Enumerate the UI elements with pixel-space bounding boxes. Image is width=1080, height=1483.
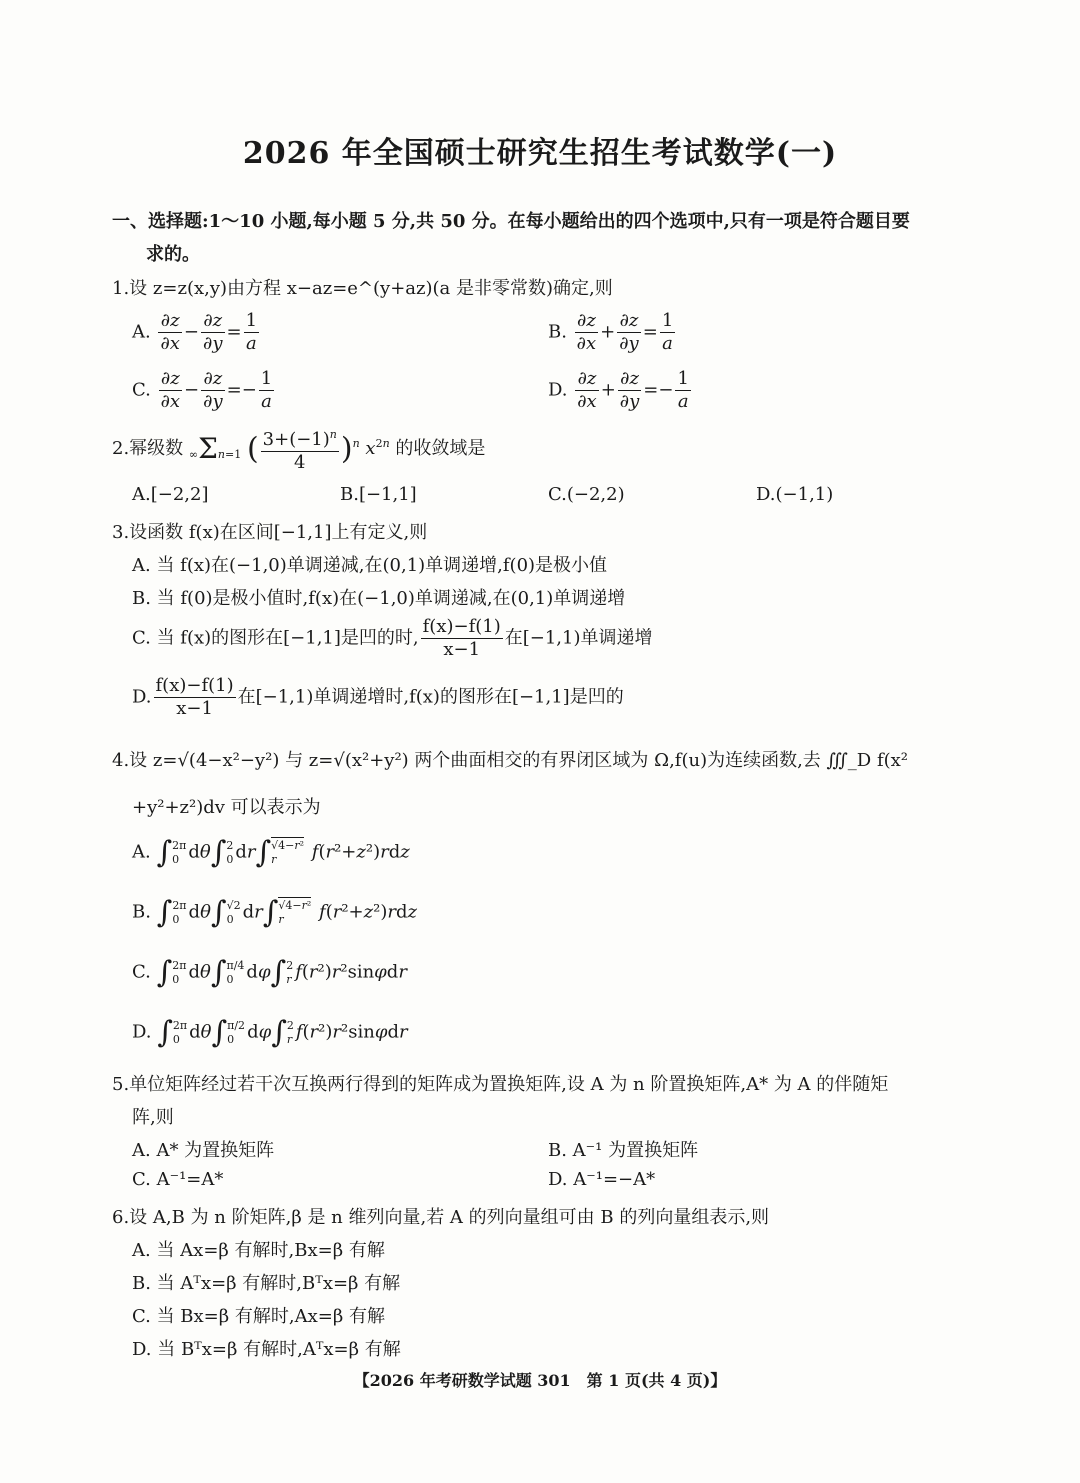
q4-option-d: D. ∫2π 0 dθ∫π/2 0 dφ∫2 r f(r²)r²sinφdr <box>132 1015 408 1050</box>
section-heading: 一、选择题:1～10 小题,每小题 5 分,共 50 分。在每小题给出的四个选项中,只有一项是符合题目要 <box>112 211 910 232</box>
q3-option-c-pre: C. 当 f(x)的图形在[−1,1]是凹的时, <box>132 627 419 649</box>
q4-stem-line2: +y²+z²)dv 可以表示为 <box>132 797 321 818</box>
q3-option-d-pre: D. <box>132 686 152 708</box>
q3-option-b: B. 当 f(0)是极小值时,f(x)在(−1,0)单调递减,在(0,1)单调递增 <box>132 588 626 609</box>
q4-stem-line1: 4.设 z=√(4−x²−y²) 与 z=√(x²+y²) 两个曲面相交的有界闭区域为 Ω,f(u)为连续函数,去 ∭_D f(x² <box>112 750 909 771</box>
q1-option-b: B. $\frac{\partial z}{\partial x}$ + $\frac{\partial z}{\partial y}$ = $\frac{1}{a}$ <box>548 310 674 354</box>
q2-option-a: A.[−2,2] <box>132 484 209 505</box>
q3-frac-num-d: f(x)−f(1) <box>155 675 234 696</box>
section-heading-cont: 求的。 <box>146 244 200 265</box>
q1-option-a: A. $\frac{\partial z}{\partial x}$ − $\frac{\partial z}{\partial y}$ = $\frac{1}{a}$ <box>132 310 258 354</box>
q1-option-d: D. $\frac{\partial z}{\partial x}$ + $\frac{\partial z}{\partial y}$ =− $\frac{1}{a}$ <box>548 368 689 412</box>
q6-option-a: A. 当 Ax=β 有解时,Bx=β 有解 <box>132 1240 385 1261</box>
q6-option-c: C. 当 Bx=β 有解时,Ax=β 有解 <box>132 1306 385 1327</box>
page-title: 2026 年全国硕士研究生招生考试数学(一) <box>242 136 838 171</box>
q3-option-a: A. 当 f(x)在(−1,0)单调递减,在(0,1)单调递增,f(0)是极小值 <box>132 555 608 576</box>
sum-symbol: ∞Σn=1 <box>188 432 242 465</box>
q4-option-c: C. ∫2π 0 dθ∫π/4 0 dφ∫2 r f(r²)r²sinφdr <box>132 955 407 990</box>
q3-frac-num: f(x)−f(1) <box>422 616 501 637</box>
q3-option-d-post: 在[−1,1)单调递增时,f(x)的图形在[−1,1]是凹的 <box>237 686 624 708</box>
q6-option-d: D. 当 Bᵀx=β 有解时,Aᵀx=β 有解 <box>132 1339 401 1360</box>
q3-frac-den: x−1 <box>443 639 481 660</box>
q6-stem: 6.设 A,B 为 n 阶矩阵,β 是 n 维列向量,若 A 的列向量组可由 B 的列向量组表示,则 <box>112 1207 770 1228</box>
q2-option-c: C.(−2,2) <box>548 484 625 505</box>
q1-option-c: C. $\frac{\partial z}{\partial x}$ − $\frac{\partial z}{\partial y}$ =− $\frac{1}{a}$ <box>132 368 273 412</box>
q3-option-c <box>132 616 653 661</box>
q5-option-b: B. A⁻¹ 为置换矩阵 <box>548 1140 699 1161</box>
q3-option-c-post: 在[−1,1)单调递增 <box>504 627 653 649</box>
q5-stem-line2: 阵,则 <box>132 1107 174 1128</box>
q2-stem-post: 的收敛域是 <box>395 438 486 459</box>
q2-stem: 2.幂级数 ∞Σn=1 ( $\frac{3+(-1)^n}{4}$ )$^n$ $x^{2n}$ 的收敛域是 <box>112 424 485 474</box>
q5-option-d: D. A⁻¹=−A* <box>548 1169 656 1190</box>
page-footer: 【2026 年考研数学试题 301 第 1 页(共 4 页)】 <box>353 1371 727 1390</box>
q3-stem: 3.设函数 f(x)在区间[−1,1]上有定义,则 <box>112 522 428 543</box>
q2-stem-pre: 2.幂级数 <box>112 438 184 459</box>
q2-option-d: D.(−1,1) <box>756 484 834 505</box>
q1-stem: 1.设 z=z(x,y)由方程 x−az=e^(y+az)(a 是非零常数)确定,则 <box>112 278 613 299</box>
q3-frac-den-d: x−1 <box>176 698 213 719</box>
q4-option-a: A. ∫2π 0 dθ∫2 0 dr∫√4−r² r f(r²+z²)rdz <box>132 835 410 870</box>
q6-option-b: B. 当 Aᵀx=β 有解时,Bᵀx=β 有解 <box>132 1273 401 1294</box>
q5-option-a: A. A* 为置换矩阵 <box>132 1140 275 1161</box>
q3-option-d <box>132 675 624 720</box>
q5-stem-line1: 5.单位矩阵经过若干次互换两行得到的矩阵成为置换矩阵,设 A 为 n 阶置换矩阵,A* 为 A 的伴随矩 <box>112 1074 889 1095</box>
q4-option-b: B. ∫2π 0 dθ∫√2 0 dr∫√4−r² r f(r²+z²)rdz <box>132 895 417 930</box>
q2-option-b: B.[−1,1] <box>340 484 417 505</box>
q5-option-c: C. A⁻¹=A* <box>132 1169 224 1190</box>
